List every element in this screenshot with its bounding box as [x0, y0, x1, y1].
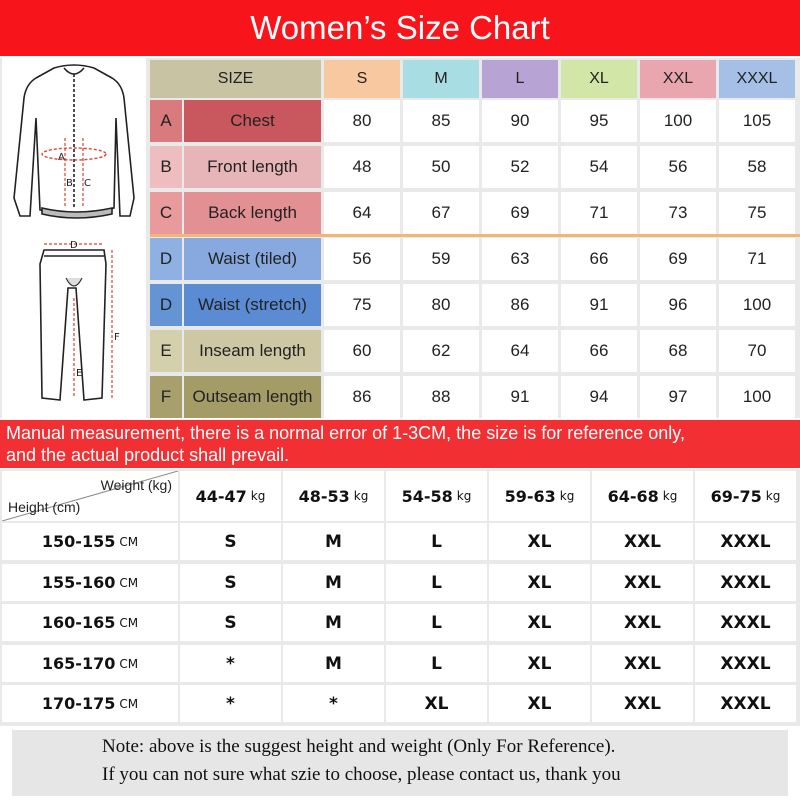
measurement-note — [0, 420, 800, 468]
size-column-header: XXL — [640, 60, 716, 98]
weight-range: 54-58 — [401, 486, 453, 506]
row-letter: E — [150, 330, 182, 372]
recommended-size-cell: * — [180, 685, 281, 722]
recommended-size-cell: XXL — [592, 645, 693, 682]
measurement-name: Front length — [184, 146, 321, 188]
measurement-name: Outseam length — [184, 376, 321, 418]
size-value-cell: 88 — [403, 376, 479, 418]
recommended-size-cell: XL — [489, 604, 590, 641]
measurement-name: Waist (tiled) — [184, 238, 321, 280]
corner-header-cell — [2, 471, 178, 521]
size-value-cell: 100 — [640, 100, 716, 142]
label-e: E — [76, 368, 83, 379]
size-value-cell: 86 — [324, 376, 400, 418]
recommended-size-cell: M — [283, 604, 384, 641]
height-range: 165-170 — [41, 654, 116, 673]
weight-range: 69-75 — [710, 486, 762, 506]
recommended-size-cell: M — [283, 564, 384, 601]
recommended-size-cell: L — [386, 523, 487, 560]
row-letter: A — [150, 100, 182, 142]
recommended-size-cell: XL — [489, 523, 590, 560]
recommended-size-cell: XXL — [592, 604, 693, 641]
footer-line2: If you can not sure what szie to choose, please contact us, thank you — [102, 764, 621, 785]
measurement-name: Waist (stretch) — [184, 284, 321, 326]
weight-unit: kg — [456, 489, 472, 503]
size-value-cell: 64 — [324, 192, 400, 234]
weight-range: 44-47 — [195, 486, 247, 506]
weight-unit: kg — [353, 489, 369, 503]
weight-range: 59-63 — [504, 486, 556, 506]
size-value-cell: 52 — [482, 146, 558, 188]
size-value-cell: 58 — [719, 146, 795, 188]
row-letter: F — [150, 376, 182, 418]
size-value-cell: 73 — [640, 192, 716, 234]
height-unit: CM — [119, 534, 139, 549]
height-range: 155-160 — [41, 573, 116, 592]
row-letter: C — [150, 192, 182, 234]
recommended-size-cell: XXXL — [695, 604, 796, 641]
size-value-cell: 70 — [719, 330, 795, 372]
height-row-header — [2, 604, 178, 641]
measurement-name: Inseam length — [184, 330, 321, 372]
height-range: 150-155 — [41, 532, 116, 551]
size-value-cell: 64 — [482, 330, 558, 372]
size-value-cell: 62 — [403, 330, 479, 372]
size-value-cell: 80 — [324, 100, 400, 142]
size-value-cell: 80 — [403, 284, 479, 326]
weight-range: 48-53 — [298, 486, 350, 506]
measurement-note-line2: and the actual product shall prevail. — [6, 445, 290, 465]
size-column-header: XXXL — [719, 60, 795, 98]
measurement-name: Chest — [184, 100, 321, 142]
size-value-cell: 94 — [561, 376, 637, 418]
size-value-cell: 96 — [640, 284, 716, 326]
weight-range: 64-68 — [607, 486, 659, 506]
weight-column-header — [489, 471, 590, 521]
garment-illustration — [2, 58, 146, 418]
recommended-size-cell: XXXL — [695, 685, 796, 722]
size-value-cell: 91 — [482, 376, 558, 418]
recommended-size-cell: L — [386, 604, 487, 641]
size-column-header: M — [403, 60, 479, 98]
size-value-cell: 66 — [561, 330, 637, 372]
recommended-size-cell: XL — [489, 685, 590, 722]
recommended-size-cell: XXL — [592, 685, 693, 722]
height-unit: CM — [119, 575, 139, 590]
recommended-size-cell: XL — [489, 645, 590, 682]
label-c: C — [84, 178, 91, 189]
weight-column-header — [592, 471, 693, 521]
measurement-note-line1: Manual measurement, there is a normal error of 1-3CM, the size is for reference only, — [6, 423, 685, 443]
weight-unit: kg — [662, 489, 678, 503]
footer-line1: Note: above is the suggest height and weight (Only For Reference). — [102, 736, 616, 757]
label-d: D — [70, 240, 78, 251]
height-header: Height (cm) — [8, 499, 81, 515]
height-row-header — [2, 564, 178, 601]
size-value-cell: 91 — [561, 284, 637, 326]
size-value-cell: 97 — [640, 376, 716, 418]
weight-unit: kg — [250, 489, 266, 503]
size-value-cell: 56 — [324, 238, 400, 280]
size-value-cell: 75 — [719, 192, 795, 234]
weight-unit: kg — [559, 489, 575, 503]
recommended-size-cell: XXXL — [695, 523, 796, 560]
size-value-cell: 71 — [719, 238, 795, 280]
size-value-cell: 105 — [719, 100, 795, 142]
height-unit: CM — [119, 696, 139, 711]
height-weight-table — [0, 469, 800, 726]
recommended-size-cell: * — [283, 685, 384, 722]
size-value-cell: 71 — [561, 192, 637, 234]
weight-column-header — [386, 471, 487, 521]
recommended-size-cell: M — [283, 523, 384, 560]
size-value-cell: 85 — [403, 100, 479, 142]
height-range: 170-175 — [41, 694, 116, 713]
recommended-size-cell: XXXL — [695, 564, 796, 601]
size-column-header: L — [482, 60, 558, 98]
size-value-cell: 56 — [640, 146, 716, 188]
height-row-header — [2, 685, 178, 722]
section-divider — [150, 234, 800, 237]
label-b: B — [66, 178, 73, 189]
size-value-cell: 100 — [719, 376, 795, 418]
recommended-size-cell: XL — [386, 685, 487, 722]
size-value-cell: 66 — [561, 238, 637, 280]
measurement-name: Back length — [184, 192, 321, 234]
size-measurement-table — [0, 58, 800, 418]
weight-unit: kg — [765, 489, 781, 503]
row-letter: D — [150, 284, 182, 326]
size-value-cell: 50 — [403, 146, 479, 188]
size-header-label: SIZE — [150, 60, 321, 98]
size-column-header: S — [324, 60, 400, 98]
height-row-header — [2, 645, 178, 682]
size-value-cell: 48 — [324, 146, 400, 188]
size-value-cell: 95 — [561, 100, 637, 142]
size-value-cell: 69 — [640, 238, 716, 280]
size-value-cell: 63 — [482, 238, 558, 280]
size-value-cell: 54 — [561, 146, 637, 188]
recommended-size-cell: S — [180, 604, 281, 641]
weight-column-header — [695, 471, 796, 521]
recommended-size-cell: XL — [489, 564, 590, 601]
label-a: A — [58, 152, 65, 163]
recommended-size-cell: L — [386, 564, 487, 601]
footer-note — [12, 730, 788, 796]
size-value-cell: 100 — [719, 284, 795, 326]
recommended-size-cell: XXL — [592, 564, 693, 601]
recommended-size-cell: * — [180, 645, 281, 682]
size-value-cell: 90 — [482, 100, 558, 142]
height-unit: CM — [119, 615, 139, 630]
size-value-cell: 86 — [482, 284, 558, 326]
recommended-size-cell: XXL — [592, 523, 693, 560]
recommended-size-cell: S — [180, 523, 281, 560]
jacket-and-pants-diagram-icon — [2, 58, 146, 418]
recommended-size-cell: L — [386, 645, 487, 682]
recommended-size-cell: M — [283, 645, 384, 682]
row-letter: B — [150, 146, 182, 188]
size-value-cell: 69 — [482, 192, 558, 234]
size-column-header: XL — [561, 60, 637, 98]
size-value-cell: 75 — [324, 284, 400, 326]
height-row-header — [2, 523, 178, 560]
row-letter: D — [150, 238, 182, 280]
size-value-cell: 67 — [403, 192, 479, 234]
recommended-size-cell: S — [180, 564, 281, 601]
size-value-cell: 60 — [324, 330, 400, 372]
height-unit: CM — [119, 656, 139, 671]
label-f: F — [114, 332, 120, 343]
page-title: Women’s Size Chart — [0, 0, 800, 56]
weight-header: Weight (kg) — [100, 477, 172, 493]
weight-column-header — [180, 471, 281, 521]
weight-column-header — [283, 471, 384, 521]
height-range: 160-165 — [41, 613, 116, 632]
size-value-cell: 68 — [640, 330, 716, 372]
size-value-cell: 59 — [403, 238, 479, 280]
recommended-size-cell: XXXL — [695, 645, 796, 682]
